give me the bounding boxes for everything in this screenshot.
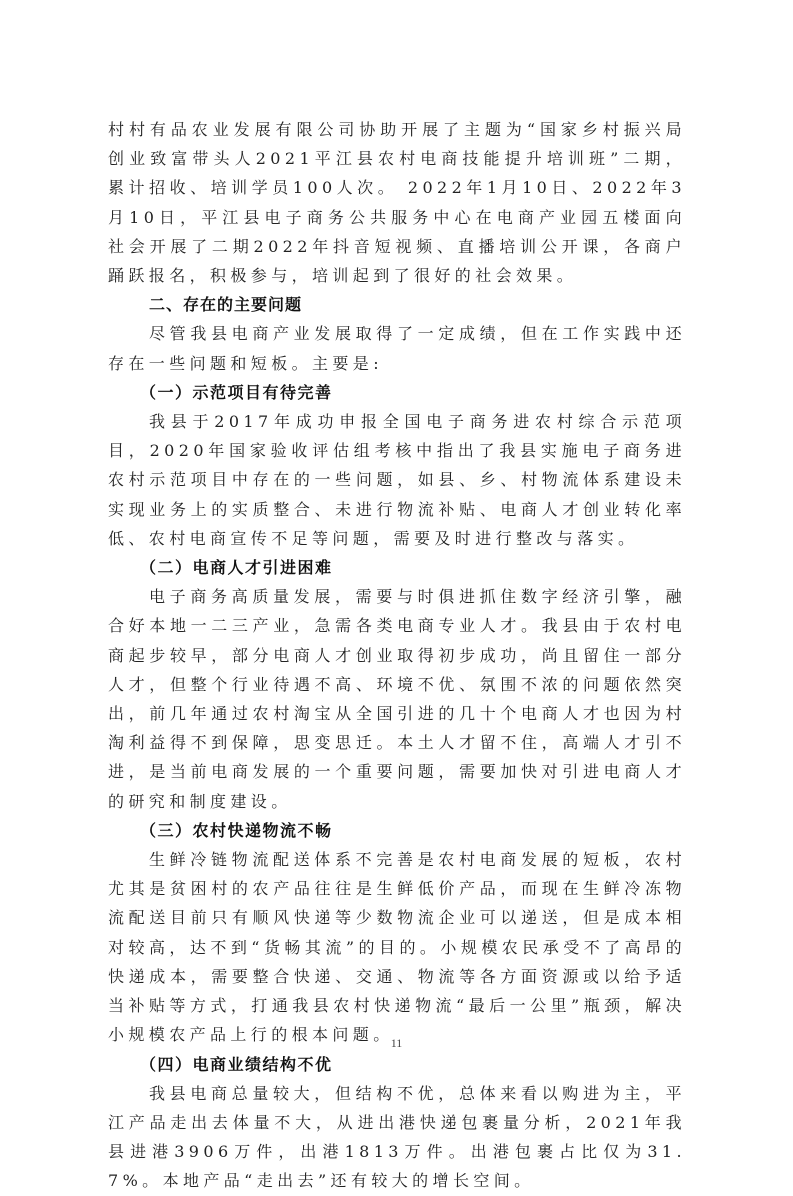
subsection-heading-demo-project: （一）示范项目有待完善 xyxy=(140,382,333,402)
page-number: 11 xyxy=(390,1036,403,1050)
subsection-heading-logistics: （三）农村快递物流不畅 xyxy=(140,820,333,840)
body-paragraph-demo-project: 我县于2017年成功申报全国电子商务进农村综合示范项目，2020年国家验收评估组考核中指出了我县实施电子商务进农村示范项目中存在的一些问题，如县、乡、村物流体系建设未实现业务上的实质整合、未进行物流补贴、电商人才创业转化率低、农村电商宣传不足等问题，需要及时进行整改与落实。 xyxy=(108,412,686,548)
subsection-heading-talent: （二）电商人才引进困难 xyxy=(140,558,333,578)
body-paragraph-training-results: 村村有品农业发展有限公司协助开展了主题为“国家乡村振兴局创业致富带头人2021平江县农村电商技能提升培训班”二期，累计招收、培训学员100人次。 2022年1月10日、2022年3月10日，平江县电子商务公共服务中心在电商产业园五楼面向社会开展了二期2022年抖音短视频、直播培训公开课，各商户踊跃报名，积极参与，培训起到了很好的社会效果。 xyxy=(108,120,686,286)
body-paragraph-logistics: 生鲜冷链物流配送体系不完善是农村电商发展的短板，农村尤其是贫困村的农产品往往是生鲜低价产品，而现在生鲜冷冻物流配送目前只有顺风快递等少数物流企业可以递送，但是成本相对较高，达不到“货畅其流”的目的。小规模农民承受不了高昂的快递成本，需要整合快递、交通、物流等各方面资源或以给予适当补贴等方式，打通我县农村快递物流“最后一公里”瓶颈，解决小规模农产品上行的根本问题。 xyxy=(108,850,686,1045)
subsection-heading-performance: （四）电商业绩结构不优 xyxy=(140,1054,333,1074)
document-page xyxy=(108,115,686,1196)
body-paragraph-performance: 我县电商总量较大，但结构不优，总体来看以购进为主，平江产品走出去体量不大，从进出港快递包裹量分析，2021年我县进港3906万件，出港1813万件。出港包裹占比仅为31.7%。本地产品“走出去”还有较大的增长空间。 xyxy=(108,1083,686,1191)
body-paragraph-problems-intro: 尽管我县电商产业发展取得了一定成绩，但在工作实践中还存在一些问题和短板。主要是: xyxy=(108,324,686,373)
section-heading-main-problems: 二、存在的主要问题 xyxy=(149,295,303,315)
body-paragraph-talent: 电子商务高质量发展，需要与时俱进抓住数字经济引擎，融合好本地一二三产业，急需各类电商专业人才。我县由于农村电商起步较早，部分电商人才创业取得初步成功，尚且留住一部分人才，但整个行业待遇不高、环境不优、氛围不浓的问题依然突出，前几年通过农村淘宝从全国引进的几十个电商人才也因为村淘利益得不到保障，思变思迁。本土人才留不住，高端人才引不进，是当前电商发展的一个重要问题，需要加快对引进电商人才的研究和制度建设。 xyxy=(108,587,686,811)
